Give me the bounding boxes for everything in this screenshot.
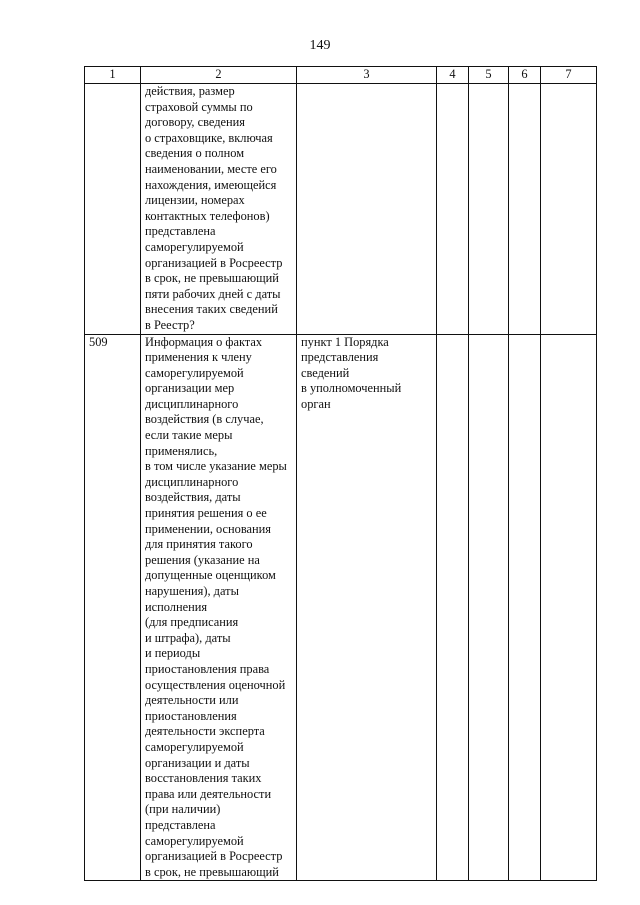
- question-line: принятия решения о ее: [145, 506, 267, 521]
- question-line: исполнения: [145, 599, 208, 614]
- question-line: организацией в Росреестр: [145, 849, 283, 864]
- question-line: саморегулируемой: [145, 239, 244, 254]
- column-header: 1: [85, 67, 141, 84]
- question-line: и периоды: [145, 646, 201, 661]
- table-header-row: [85, 67, 597, 84]
- question-line: для принятия такого: [145, 537, 253, 552]
- answer-cell-c4: [437, 84, 469, 335]
- question-line: нарушения), даты: [145, 584, 239, 598]
- question-line: (при наличии): [145, 802, 221, 817]
- question-line: права или деятельности: [145, 786, 272, 801]
- page-number: 149: [309, 38, 331, 53]
- question-line: пяти рабочих дней с даты: [145, 286, 281, 301]
- row-number-cell: [85, 84, 141, 335]
- basis-line: представления: [301, 350, 379, 365]
- question-line: деятельности эксперта: [145, 724, 265, 739]
- question-line: воздействия (в случае,: [145, 412, 264, 427]
- question-cell: [141, 84, 297, 335]
- question-line: Информация о фактах: [145, 334, 263, 349]
- question-line: если такие меры: [145, 428, 233, 443]
- question-line: применения к члену: [145, 350, 252, 365]
- basis-cell: [297, 334, 437, 881]
- question-line: приостановления: [145, 708, 237, 723]
- question-line: применялись,: [145, 443, 218, 458]
- answer-cell-c7: [541, 334, 597, 881]
- basis-line: сведений: [301, 365, 350, 380]
- answer-cell-c5: [469, 84, 509, 335]
- question-line: применении, основания: [145, 521, 271, 536]
- column-header: 2: [141, 67, 297, 84]
- question-line: приостановления права: [145, 661, 270, 676]
- table-row: [85, 84, 597, 335]
- question-line: нахождения, имеющейся: [145, 177, 277, 192]
- question-line: воздействия, даты: [145, 490, 241, 505]
- question-line: дисциплинарного: [145, 474, 239, 489]
- question-line: осуществления оценочной: [145, 677, 286, 692]
- question-line: организации и даты: [145, 755, 250, 770]
- question-line: действия, размер: [145, 84, 235, 98]
- question-line: восстановления таких: [145, 771, 262, 786]
- question-line: страховой суммы по: [145, 99, 253, 114]
- question-line: договору, сведения: [145, 115, 245, 130]
- question-line: саморегулируемой: [145, 365, 244, 380]
- table-body: [85, 84, 597, 881]
- question-line: наименовании, месте его: [145, 161, 277, 176]
- question-line: сведения о полном: [145, 146, 245, 161]
- row-number-cell: 509: [85, 334, 141, 881]
- answer-cell-c6: [509, 84, 541, 335]
- question-line: о страховщике, включая: [145, 130, 273, 145]
- question-line: в срок, не превышающий: [145, 271, 279, 286]
- question-line: представлена: [145, 224, 216, 239]
- basis-cell: [297, 84, 437, 335]
- question-line: в Реестр?: [145, 317, 195, 332]
- column-header: 4: [437, 67, 469, 84]
- question-line: деятельности или: [145, 693, 239, 708]
- answer-cell-c5: [469, 334, 509, 881]
- question-cell: [141, 334, 297, 881]
- answer-cell-c4: [437, 334, 469, 881]
- table-row: [85, 334, 597, 881]
- question-line: организацией в Росреестр: [145, 255, 283, 270]
- question-line: саморегулируемой: [145, 833, 244, 848]
- checklist-table: [84, 66, 597, 881]
- question-line: в срок, не превышающий: [145, 864, 279, 879]
- answer-cell-c7: [541, 84, 597, 335]
- question-line: в том числе указание меры: [145, 459, 287, 474]
- basis-line: орган: [301, 396, 331, 411]
- question-line: допущенные оценщиком: [145, 568, 276, 583]
- answer-cell-c6: [509, 334, 541, 881]
- column-header: 3: [297, 67, 437, 84]
- column-header: 7: [541, 67, 597, 84]
- question-line: дисциплинарного: [145, 396, 239, 411]
- question-line: контактных телефонов): [145, 208, 270, 223]
- question-line: (для предписания: [145, 615, 239, 630]
- question-line: представлена: [145, 817, 216, 832]
- question-line: лицензии, номерах: [145, 193, 245, 208]
- basis-line: пункт 1 Порядка: [301, 334, 389, 349]
- column-header: 6: [509, 67, 541, 84]
- question-line: внесения таких сведений: [145, 302, 278, 317]
- question-line: и штрафа), даты: [145, 630, 231, 645]
- question-line: решения (указание на: [145, 552, 260, 567]
- question-line: саморегулируемой: [145, 739, 244, 754]
- question-line: организации мер: [145, 381, 235, 396]
- column-header: 5: [469, 67, 509, 84]
- basis-line: в уполномоченный: [301, 381, 402, 396]
